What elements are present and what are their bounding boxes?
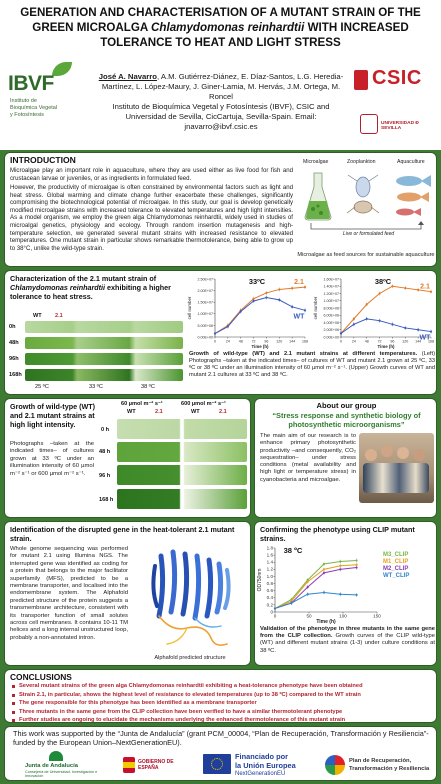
eu-funding-logo — [203, 752, 313, 780]
csic-emblem-icon — [354, 70, 368, 90]
light-photo-strip — [117, 465, 247, 485]
clip-growth-chart — [257, 544, 435, 624]
series-line — [215, 298, 305, 334]
junta-logo-sub: Consejería de Universidad, Investigación e Innovación — [25, 770, 98, 779]
photo-row-96h: 96h — [9, 356, 19, 362]
y-tick-label: 0.00E+00 — [323, 335, 339, 340]
photo-row-168h: 168h — [9, 372, 22, 378]
y-tick-label: 1.20E+07 — [323, 291, 339, 296]
light-row-48h: 48 h — [99, 449, 111, 455]
x-tick-label: 24 — [225, 339, 230, 344]
x-tick-label: 48 — [364, 339, 369, 344]
group-body: The main aim of our research is to enhance primary photosynthetic productivity –and consequently, CO₂ sequestration– under stress conditions (metal availability and high light or temperature stress) in cyanobacteria and microalgae. — [260, 433, 356, 483]
chart-title: 38 ºC — [283, 546, 303, 555]
high-light-heading: Growth of wild-type (WT) and 2.1 mutant strains at high light intensity. — [10, 402, 96, 429]
author-list: José A. Navarro, A.M. Gutiérrez-Diánez, E. Díaz-Santos, L.G. Heredia-Martínez, L. López-Maury, J. Giner-Lamia, M. Hervás, J.M. Ortega, M. Roncel Instituto de Bioquímica Vegetal y Fotosíntesis (IBVF), CSIC and Universidad de Sevilla, CicCartuja, Sevilla-Spain. Email: jnavarro@ibvf.csic.es — [98, 72, 344, 131]
us-logo — [360, 114, 440, 140]
x-tick-label: 168 — [302, 339, 308, 344]
csic-logo — [354, 66, 434, 94]
clip-caption: Validation of the phenotype in three mutants in the same gene from the CLIP collection. Growth curves of the CLIP wild-type (WT) and different mutant strains (1-3) under culture conditions at 38 ºC. — [260, 626, 435, 654]
figure-caption: Microalgae as feed sources for sustainable aquaculture — [297, 252, 435, 258]
x-tick-label: 72 — [377, 339, 382, 344]
x-axis-label: Time (h) — [251, 344, 269, 349]
photo-strip — [25, 337, 183, 349]
photo-row-48h: 48h — [9, 340, 19, 346]
csic-logo-text: CSIC — [372, 67, 422, 89]
figure-label-zooplankton: Zooplankton — [347, 159, 376, 165]
y-tick-label: 2.00E+07 — [197, 289, 213, 293]
x-tick-label: 48 — [238, 339, 243, 344]
y-tick-label: 4.00E+06 — [323, 320, 339, 325]
light-row-96h: 96 h — [99, 473, 111, 479]
series-line — [341, 283, 431, 333]
y-tick-label: 6.00E+06 — [323, 313, 339, 318]
eu-logo-line-3: NextGenerationEU — [235, 771, 286, 777]
light-photo-grid — [99, 401, 249, 517]
alphafold-structure-icon — [131, 546, 249, 652]
ibvf-leaf-icon — [52, 62, 72, 76]
light-col-wt-2: WT — [191, 409, 200, 415]
y-tick-label: 0.8 — [266, 580, 273, 586]
y-tick-label: 1.0 — [266, 573, 273, 579]
junta-andalucia-logo — [25, 751, 103, 781]
about-group-panel — [254, 398, 437, 518]
x-tick-label: 0 — [273, 613, 277, 619]
ibvf-sub-2: Bioquímica Vegetal — [10, 105, 58, 111]
y-tick-label: 0.2 — [266, 602, 273, 608]
group-member-avatar — [365, 449, 377, 461]
y-tick-label: 8.00E+06 — [323, 306, 339, 311]
y-tick-label: 0.00E+00 — [197, 335, 213, 340]
x-tick-label: 144 — [415, 339, 422, 344]
figure-label-aquaculture: Aquaculture — [397, 159, 425, 165]
ibvf-logo — [8, 62, 88, 122]
group-member-avatar — [413, 449, 425, 461]
light-intensity-60: 60 µmol m⁻² s⁻¹ — [121, 401, 163, 407]
funding-panel — [4, 726, 437, 781]
y-axis-label: cell number — [187, 296, 192, 320]
figure-feed-label: Live or formulated feed — [343, 231, 395, 237]
x-tick-label: 0 — [214, 339, 216, 344]
ibvf-sub-3: y Fotosíntesis — [10, 112, 44, 118]
group-member-avatar — [397, 447, 409, 459]
y-tick-label: 1.8 — [266, 545, 273, 551]
eu-stars-icon — [211, 758, 223, 770]
light-col-wt-1: WT — [127, 409, 136, 415]
series-label: 2.1 — [420, 283, 430, 291]
legend-entry: M2_CLIP — [383, 566, 409, 572]
growth-chart-38c — [313, 273, 437, 349]
eu-flag-icon — [203, 754, 231, 774]
x-tick-label: 150 — [373, 613, 381, 619]
y-tick-label: 1.4 — [266, 559, 273, 565]
junta-logo-text: Junta de Andalucía — [25, 763, 78, 769]
ibvf-logo-text: IBVF — [8, 72, 54, 95]
series-label: WT — [419, 334, 431, 342]
high-light-body: Photographs –taken at the indicated times– of cultures grown at 33 ºC under an illumination intensity of 60 µmol m⁻² s⁻¹ or 600 µmol m⁻² s⁻¹. — [10, 441, 94, 477]
ibvf-sub-1: Instituto de — [10, 98, 37, 104]
y-tick-label: 1.40E+07 — [323, 284, 339, 289]
y-tick-label: 1.60E+07 — [323, 277, 339, 282]
clip-panel — [254, 521, 437, 666]
alphafold-caption: Alphafold predicted structure — [154, 655, 226, 661]
introduction-paragraph-2: However, the productivity of microalgae is often constrained by environmental factors such as light and heat stress. Global warming and climate change further exacerbate these challenges, significantly compromising the biotechnological potential of microalgae. In this study, our goal is develop genetically modified microalgae strains with increased tolerance to elevated temperatures and high light intensities. As a model organism, we employ the green alga Chlamydomonas reinhardtii, widely used in studies of microalgal genetics, physiology and ecology. Through random insertion mutagenesis and high-temperature selection, we generated several mutant strains with increased resistance to elevated temperatures. One mutant strain in particular shows remarkable thermotolerance, being able to grow up to 38°C, unlike the wild-type strain. — [10, 184, 293, 252]
funding-text: This work was supported by the “Junta de Andalucía” (grant PCM_00004, “Plan de Recuperación, Transformación y Resiliencia”-funded by the European Union–NextGenerationEU). — [13, 729, 429, 747]
x-tick-label: 120 — [276, 339, 283, 344]
legend-entry: M3_CLIP — [383, 552, 409, 558]
conclusion-item: Further studies are ongoing to elucidate the mechanisms underlying the enhanced thermotolerance of this mutant strain — [11, 716, 435, 723]
plan-recuperacion-logo — [325, 755, 435, 779]
conclusion-item: The gene responsible for this phenotype has been identified as a membrane transporter — [11, 699, 435, 708]
y-tick-label: 5.00E+06 — [197, 323, 213, 328]
series-label: WT — [293, 313, 305, 321]
poster-title: GENERATION AND CHARACTERISATION OF A MUTANT STRAIN OF THE GREEN MICROALGA Chlamydomonas reinhardtii WITH INCREASED TOLERANCE TO HEAT AND LIGHT STRESS — [20, 6, 421, 49]
legend-entry: WT_CLIP — [383, 573, 410, 579]
photo-row-0h: 0h — [9, 324, 16, 330]
conclusion-item: Strain 2.1, in particular, shows the highest level of resistance to elevated temperatures (up to 38 ºC) compared to the WT strain — [11, 691, 435, 700]
x-axis-label: Time (h) — [316, 619, 336, 624]
photo-col-wt: WT — [33, 313, 42, 319]
x-axis-label: Time (h) — [377, 344, 395, 349]
eu-logo-line-1: Financiado por — [235, 752, 288, 761]
light-row-168h: 168 h — [99, 497, 114, 503]
gobierno-espana-logo — [123, 757, 185, 775]
x-tick-label: 24 — [351, 339, 356, 344]
y-tick-label: 0.6 — [266, 588, 273, 594]
introduction-heading: INTRODUCTION — [10, 155, 76, 165]
us-seal-icon — [360, 114, 378, 134]
series-line — [341, 319, 431, 334]
y-tick-label: 0 — [270, 609, 273, 615]
plan-logo-line-1: Plan de Recuperación, — [349, 758, 412, 764]
light-intensity-600: 600 µmol m⁻² s⁻¹ — [181, 401, 226, 407]
characterization-caption: Growth of wild-type (WT) and 2.1 mutant strains at different temperatures. (Left) Photographs –taken at the indicated times– of cultures of WT and mutant 2.1 grown at 25 ºC, 33 ºC or 38 ºC under an illumination intensity of 60 µmol m⁻² s⁻¹. (Upper) Growth curves of WT and mutant 2.1 cultures at 33 ºC and 38 ºC. — [189, 351, 435, 378]
junta-emblem-icon — [49, 751, 63, 761]
x-tick-label: 100 — [339, 613, 347, 619]
legend-entry: M1_CLIP — [383, 559, 409, 565]
group-quote: “Stress response and synthetic biology of photosynthetic microorganisms” — [272, 411, 421, 429]
photo-temp-33: 33 ºC — [89, 384, 103, 390]
conclusions-list — [11, 682, 435, 723]
group-photo — [359, 433, 434, 503]
x-tick-label: 72 — [251, 339, 256, 344]
group-member-body — [363, 463, 429, 493]
poster-header — [0, 0, 441, 150]
plan-swirl-icon — [325, 755, 345, 775]
y-axis-label: OD750nm — [257, 568, 263, 592]
series-label: 2.1 — [294, 279, 304, 287]
light-row-0h: 0 h — [101, 427, 110, 433]
gobierno-logo-text: GOBIERNO DE ESPAÑA — [138, 759, 174, 771]
series-line — [275, 560, 357, 608]
conclusions-heading: CONCLUSIONS — [10, 672, 72, 682]
temperature-photo-grid — [9, 313, 185, 393]
photo-col-21: 2.1 — [55, 313, 63, 319]
y-axis-label: cell number — [313, 296, 318, 320]
introduction-paragraph-1: Microalgae play an important role in aquaculture, where they are used either as live food for fish and crustacean larvae or juveniles, or as ingredients in formulated feed. — [10, 167, 293, 182]
x-tick-label: 96 — [264, 339, 269, 344]
light-col-21-2: 2.1 — [219, 409, 227, 415]
y-tick-label: 1.50E+07 — [197, 300, 213, 305]
x-tick-label: 168 — [428, 339, 434, 344]
conclusion-item: Several mutant strains of the green alga Chlamydomonas reinhardtii exhibiting a heat-tolerance phenotype have been obtained — [11, 682, 435, 691]
gene-body: Whole genome sequencing was performed for mutant 2.1 using Illumina NGS. The interrupted gene was identified as coding for a protein that belongs to the major facilitator superfamily (MFS), predicted to be a membrane transporter, and localised into the endomembrane system. The Alphafold predicted structure of the protein suggests a transmembrane architecture, consistent with its transporter function of small solutes across cell membranes. It contains 10-11 TM helices and a long internal unstructured loop, probably a non-annotated intron. — [10, 546, 128, 641]
y-tick-label: 0.4 — [266, 595, 273, 601]
series-line — [275, 592, 357, 608]
clip-heading: Confirming the phenotype using CLIP mutant strains. — [260, 525, 415, 543]
high-light-panel — [4, 398, 251, 518]
aquaculture-figure — [297, 157, 435, 265]
gene-heading: Identification of the disrupted gene in the heat-tolerant 2.1 mutant strain. — [10, 525, 235, 543]
characterization-panel — [4, 270, 437, 395]
microalgae-flask-icon — [303, 171, 333, 221]
light-col-21-1: 2.1 — [155, 409, 163, 415]
gene-panel — [4, 521, 251, 666]
us-logo-text: UNIVERSIDAD Đ SEVILLA — [381, 121, 419, 131]
light-photo-strip — [117, 489, 247, 509]
photo-strip — [25, 353, 183, 365]
conclusions-panel — [4, 669, 437, 723]
chart-title: 33ºC — [248, 277, 266, 286]
photo-temp-38: 38 ºC — [141, 384, 155, 390]
x-tick-label: 0 — [340, 339, 342, 344]
y-tick-label: 1.6 — [266, 552, 273, 558]
photo-temp-25: 25 ºC — [35, 384, 49, 390]
light-photo-strip — [117, 419, 247, 439]
y-tick-label: 1.00E+07 — [197, 312, 213, 317]
introduction-panel — [4, 152, 437, 267]
characterization-heading: Characterization of the 2.1 mutant strain of Chlamydomonas reinhardtii exhibiting a higher tolerance to heat stress. — [10, 274, 171, 302]
x-tick-label: 144 — [289, 339, 296, 344]
photo-strip — [25, 369, 183, 381]
y-tick-label: 1.00E+07 — [323, 299, 339, 304]
growth-chart-33c — [187, 273, 311, 349]
figure-label-microalgae: Microalgae — [303, 159, 329, 165]
spain-shield-icon — [123, 757, 135, 773]
chart-title: 38ºC — [374, 277, 392, 286]
zooplankton-icon — [345, 173, 381, 219]
eu-logo-line-2: la Unión Europea — [235, 761, 296, 770]
x-tick-label: 50 — [306, 613, 312, 619]
group-member-avatar — [381, 445, 393, 457]
y-tick-label: 2.00E+06 — [323, 328, 339, 333]
photo-strip — [25, 321, 183, 333]
conclusion-item: Three mutants in the same gene from the CLIP collection have been verified to have a similar thermotolerant phenotype — [11, 708, 435, 717]
light-photo-strip — [117, 442, 247, 462]
x-tick-label: 120 — [402, 339, 409, 344]
y-tick-label: 2.50E+07 — [197, 277, 213, 282]
y-tick-label: 1.2 — [266, 566, 273, 572]
plan-logo-line-2: Transformación y Resiliencia — [349, 766, 430, 772]
fish-icon — [391, 171, 433, 219]
about-group-heading: About our group — [316, 401, 377, 410]
x-tick-label: 96 — [390, 339, 395, 344]
